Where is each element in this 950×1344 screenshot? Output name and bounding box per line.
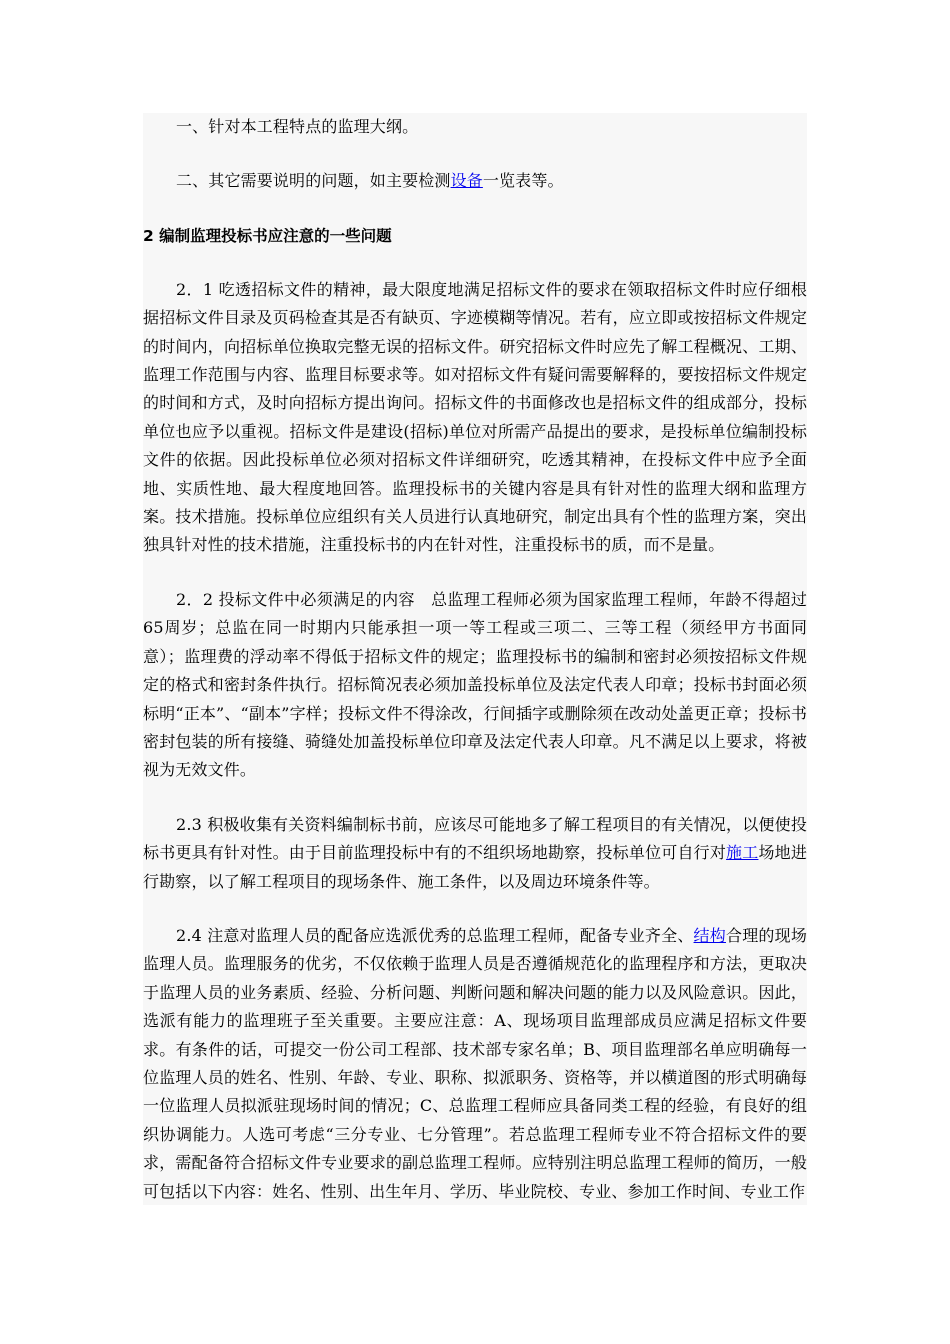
link-structure[interactable]: 结构 bbox=[693, 925, 726, 945]
paragraph-2-1: 2．1 吃透招标文件的精神，最大限度地满足招标文件的要求在领取招标文件时应仔细根据招标文件目录及页码检查其是否有缺页、字迹模糊等情况。若有，应立即或按招标文件规定的时间内，向招标单位换取完整无误的招标文件。研究招标文件时应先了解工程概况、工期、监理工作范围与内容、监理目标要求等。如对招标文件有疑问需要解释的，要按招标文件规定的时间和方式，及时向招标方提出询问。招标文件的书面修改也是招标文件的组成部分，投标单位也应予以重视。招标文件是建设(招标)单位对所需产品提出的要求，是投标单位编制投标文件的依据。因此投标单位必须对招标文件详细研究，吃透其精神，在投标文件中应予全面地、实质性地、最大程度地回答。监理投标书的关键内容是具有针对性的监理大纲和监理方案。技术措施。投标单位应组织有关人员进行认真地研究，制定出具有个性的监理方案，突出独具针对性的技术措施，注重投标书的内在针对性，注重投标书的质，而不是量。 bbox=[143, 279, 807, 555]
document-body bbox=[143, 113, 807, 1206]
text-segment: 2.4 注意对监理人员的配备应选派优秀的总监理工程师，配备专业齐全、 bbox=[176, 925, 694, 945]
list-item-other-issues bbox=[143, 167, 807, 195]
paragraph-2-3 bbox=[143, 811, 807, 896]
text-segment: 合理的现场监理人员。监理服务的优劣，不仅依赖于监理人员是否遵循规范化的监理程序和方法，更取决于监理人员的业务素质、经验、分析问题、判断问题和解决问题的能力以及风险意识。因此，选派有能力的监理班子至关重要。主要应注意：A、现场项目监理部成员应满足招标文件要求。有条件的话，可提交一份公司工程部、技术部专家名单；B、项目监理部名单应明确每一位监理人员的姓名、性别、年龄、专业、职称、拟派职务、资格等，并以横道图的形式明确每一位监理人员拟派驻现场时间的情况；C、总监理工程师应具备同类工程的经验，有良好的组织协调能力。人选可考虑“三分专业、七分管理”。若总监理工程师专业不符合招标文件的要求，需配备符合招标文件专业要求的副总监理工程师。应特别注明总监理工程师的简历，一般可包括以下内容：姓名、性别、出生年月、学历、毕业院校、专业、参加工作时间、专业工作 bbox=[143, 925, 807, 1201]
link-equipment[interactable]: 设备 bbox=[450, 171, 483, 191]
text-segment: 场地进行勘察，以了解工程项目的现场条件、施工条件，以及周边环境条件等。 bbox=[143, 843, 807, 891]
text-segment: 2.3 积极收集有关资料编制标书前，应该尽可能地多了解工程项目的有关情况，以便使投标书更具有针对性。由于目前监理投标中有的不组织场地勘察，投标单位可自行对 bbox=[143, 814, 807, 863]
list-item-outline: 一、针对本工程特点的监理大纲。 bbox=[176, 117, 419, 136]
paragraph-2-2: 2．2 投标文件中必须满足的内容 总监理工程师必须为国家监理工程师，年龄不得超过65周岁；总监在同一时期内只能承担一项一等工程或三项二、三等工程（须经甲方书面同意）；监理费的浮动率不得低于招标文件的规定；监理投标书的编制和密封必须按招标文件规定的格式和密封条件执行。招标简况表必须加盖投标单位及法定代表人印章；投标书封面必须标明“正本”、“副本”字样；投标文件不得涂改，行间插字或删除须在改动处盖更正章；投标书密封包装的所有接缝、骑缝处加盖投标单位印章及法定代表人印章。凡不满足以上要求，将被视为无效文件。 bbox=[143, 589, 807, 780]
text-segment: 二、其它需要说明的问题，如主要检测 bbox=[176, 171, 451, 191]
section-heading: 2 编制监理投标书应注意的一些问题 bbox=[143, 226, 392, 245]
text-segment: 一览表等。 bbox=[482, 171, 564, 191]
paragraph-2-4 bbox=[143, 922, 807, 1206]
link-construction[interactable]: 施工 bbox=[726, 843, 759, 863]
